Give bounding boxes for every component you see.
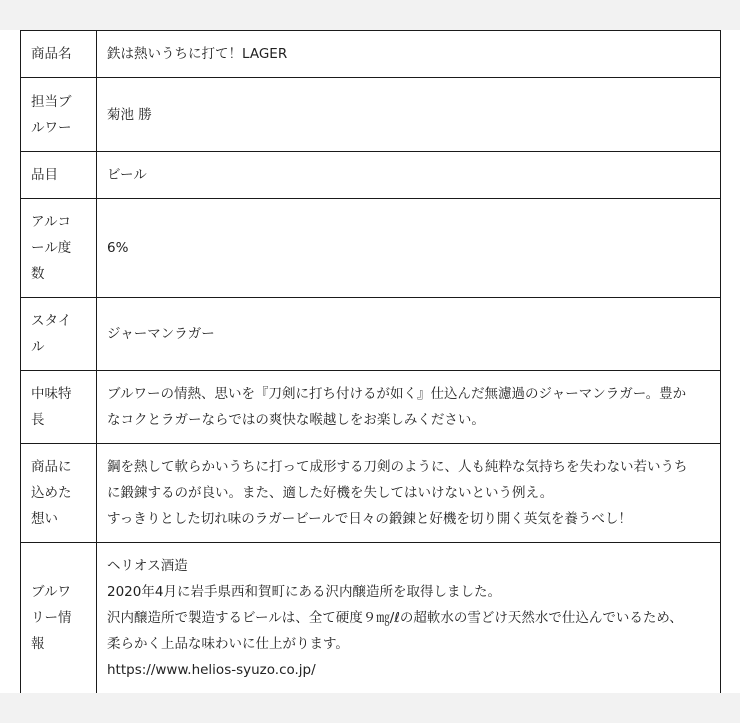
label-product-intent: 商品に 込めた 想い bbox=[21, 444, 97, 543]
bottom-background-band bbox=[0, 693, 740, 723]
value-product-name: 鉄は熱いうちに打て！LAGER bbox=[97, 31, 721, 78]
product-spec-table bbox=[20, 30, 721, 694]
row-product-intent bbox=[21, 444, 721, 543]
value-brewery-info: ヘリオス酒造 2020年4月に岩手県西和賀町にある沢内醸造所を取得しました。 沢内醸造所で製造するビールは、全て硬度９㎎/ℓの超軟水の雪どけ天然水で仕込んでいるため、 柔らかく上品な味わいに仕上がります。 https://www.helios-syuzo.co.jp/ bbox=[97, 543, 721, 694]
value-characteristics: ブルワーの情熱、思いを『刀剣に打ち付けるが如く』仕込んだ無濾過のジャーマンラガー。豊か なコクとラガーならではの爽快な喉越しをお楽しみください。 bbox=[97, 371, 721, 444]
label-product-name: 商品名 bbox=[21, 31, 97, 78]
label-characteristics: 中味特 長 bbox=[21, 371, 97, 444]
row-product-name bbox=[21, 31, 721, 78]
label-category: 品目 bbox=[21, 152, 97, 199]
row-characteristics bbox=[21, 371, 721, 444]
value-product-intent: 鋼を熱して軟らかいうちに打って成形する刀剣のように、人も純粋な気持ちを失わない若いうち に鍛錬するのが良い。また、適した好機を失してはいけないという例え。 すっきりとした切れ味のラガービールで日々の鍛錬と好機を切り開く英気を養うべし！ bbox=[97, 444, 721, 543]
brewery-url-link[interactable]: https://www.helios-syuzo.co.jp/ bbox=[107, 662, 316, 678]
value-abv: 6% bbox=[97, 199, 721, 298]
top-background-band bbox=[0, 0, 740, 30]
value-category: ビール bbox=[97, 152, 721, 199]
row-category bbox=[21, 152, 721, 199]
label-brewery-info: ブルワ リー情 報 bbox=[21, 543, 97, 694]
label-brewer: 担当ブ ルワー bbox=[21, 78, 97, 152]
value-brewer: 菊池 勝 bbox=[97, 78, 721, 152]
row-brewer bbox=[21, 78, 721, 152]
row-brewery-info bbox=[21, 543, 721, 694]
value-style: ジャーマンラガー bbox=[97, 298, 721, 371]
label-abv: アルコ ール度 数 bbox=[21, 199, 97, 298]
row-abv bbox=[21, 199, 721, 298]
label-style: スタイ ル bbox=[21, 298, 97, 371]
row-style bbox=[21, 298, 721, 371]
